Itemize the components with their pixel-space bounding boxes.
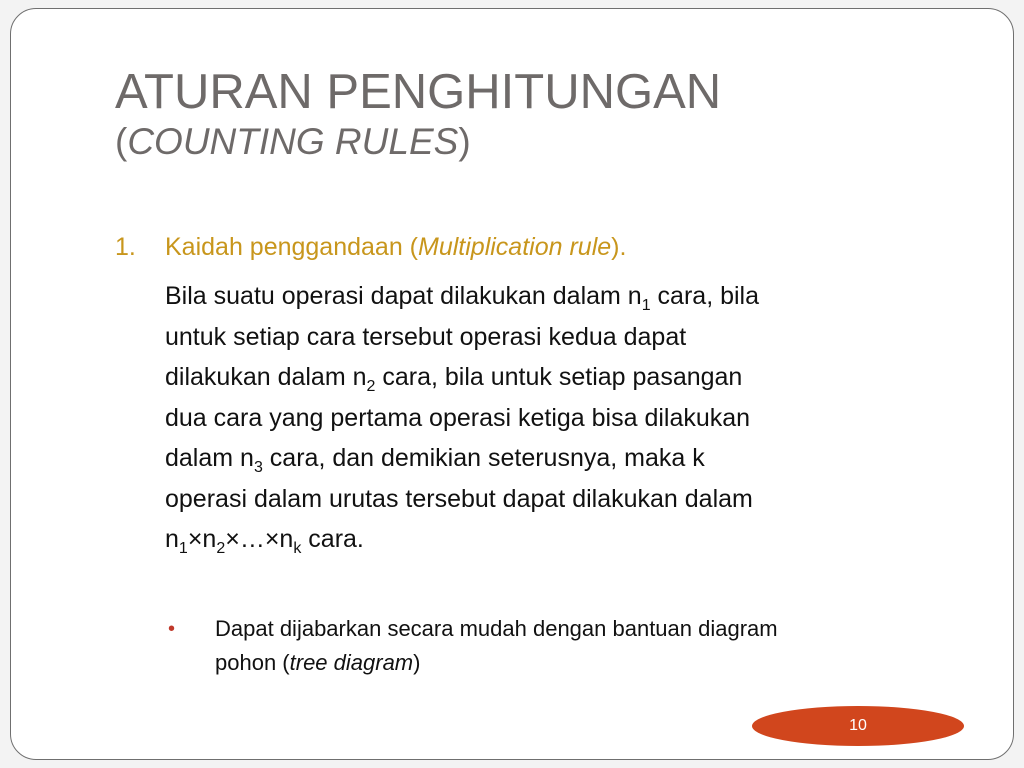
- page-number-badge: 10: [752, 706, 964, 746]
- paragraph-line: [165, 276, 995, 317]
- text-segment: ): [413, 649, 421, 675]
- text-segment: cara, bila untuk setiap pasangan: [375, 363, 743, 391]
- title-italic-text: COUNTING RULES: [127, 121, 459, 162]
- text-segment: dilakukan dalam n: [165, 363, 367, 391]
- text-segment: ×n: [187, 525, 217, 553]
- bullet-line: [215, 646, 995, 680]
- paragraph-line: [165, 357, 995, 398]
- subscript: k: [293, 540, 302, 557]
- subscript: 2: [216, 540, 226, 557]
- item-number: 1.: [115, 233, 136, 261]
- heading-text: Kaidah penggandaan (: [165, 233, 419, 261]
- text-segment: n: [165, 525, 179, 553]
- text-segment: cara.: [301, 525, 364, 553]
- formula-line: [165, 519, 995, 560]
- slide-content: [115, 226, 995, 680]
- paragraph-line: operasi dalam urutas tersebut dapat dilakukan dalam: [165, 484, 753, 513]
- subscript: 3: [253, 459, 263, 476]
- paragraph-line: dua cara yang pertama operasi ketiga bisa dilakukan: [165, 403, 751, 432]
- title-line-2: [115, 120, 721, 164]
- title-paren-close: ): [458, 121, 471, 162]
- text-segment: pohon (: [215, 649, 290, 675]
- paragraph-line: untuk setiap cara tersebut operasi kedua dapat: [165, 322, 687, 351]
- bullet-line: Dapat dijabarkan secara mudah dengan bantuan diagram: [215, 615, 778, 641]
- heading-tail: ).: [611, 233, 627, 261]
- italic-text: tree diagram: [289, 649, 414, 675]
- subscript: 1: [641, 297, 651, 314]
- text-segment: Bila suatu operasi dapat dilakukan dalam n: [165, 282, 642, 310]
- subscript: 1: [178, 540, 188, 557]
- slide-title: [115, 64, 721, 164]
- text-segment: cara, bila: [650, 282, 759, 310]
- text-segment: cara, dan demikian seterusnya, maka k: [262, 444, 705, 472]
- text-segment: dalam n: [165, 444, 254, 472]
- bullet-dot-icon: •: [168, 617, 176, 640]
- title-line-1: ATURAN PENGHITUNGAN: [115, 65, 722, 119]
- item-heading: [165, 226, 626, 268]
- bullet-item: [168, 612, 995, 680]
- subscript: 2: [366, 378, 376, 395]
- rule-paragraph: [165, 276, 995, 560]
- numbered-item-1: [115, 226, 995, 268]
- heading-italic-text: Multiplication rule: [418, 233, 612, 261]
- text-segment: ×…×n: [225, 525, 294, 553]
- bullet-text: [215, 612, 995, 680]
- title-paren-open: (: [115, 121, 128, 162]
- paragraph-line: [165, 438, 995, 479]
